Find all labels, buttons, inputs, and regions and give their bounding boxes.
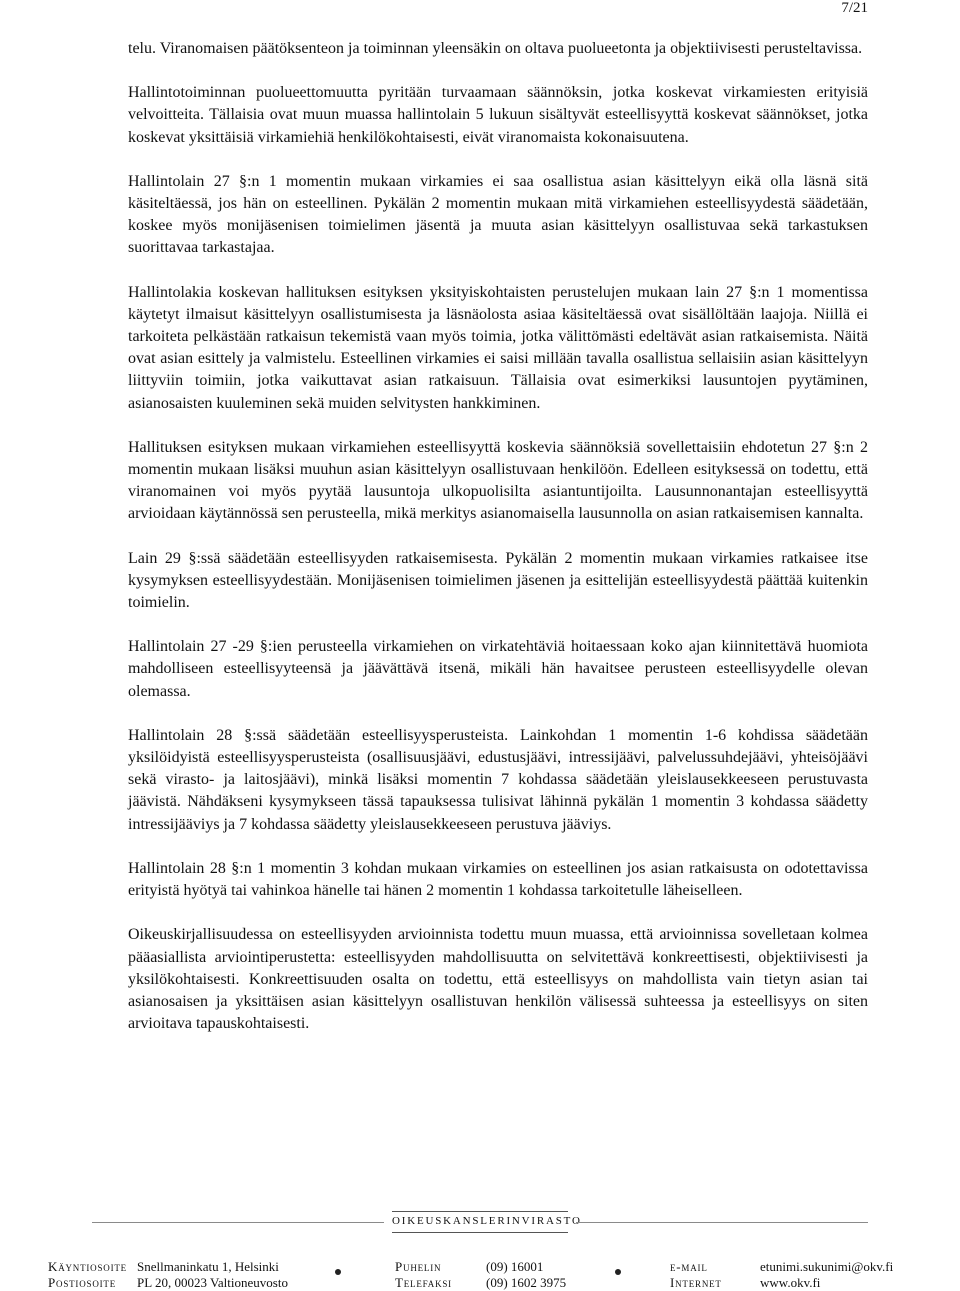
fax-number: (09) 1602 3975	[486, 1275, 567, 1290]
paragraph: Oikeuskirjallisuudessa on esteellisyyden arvioinnista todettu muun muassa, että arvioinnissa sovelletaan kolmea pääasiallista arviointiperustetta: esteellisyyden mahdollisuutta on selvitettävä konkreettisesti, objektiivisesti ja yksilökohtaisesti. Konkreettisuuden osalta on todettu, että esteellisyys on mahdollista vain tietyn asian tai asianosaisen ja yksittäisen asian käsittelyyn osallistuvan henkilön välisessä suhteessa ja esteellisyys on siten arvioitava tapauskohtaisesti.	[128, 926, 868, 1033]
internet-label: Internet	[670, 1275, 722, 1290]
phone-number: (09) 16001	[486, 1259, 544, 1274]
paragraph: Hallintotoiminnan puolueettomuutta pyritään turvaamaan säännöksin, jotka koskevat virkamiesten erityisiä velvoitteita. Tällaisia ovat muun muassa hallintolain 5 lukuun sisältyvät esteellisyyttä koskevat säännökset, jotka koskevat yksittäisiä virkamiehiä henkilökohtaisesti, eivät viranomaista kokonaisuutena.	[128, 84, 868, 146]
paragraph: Lain 29 §:ssä säädetään esteellisyyden ratkaisemisesta. Pykälän 2 momentin mukaan virkamies ratkaisee itse kysymyksen esteellisyydestään. Monijäsenisen toimielimen jäsenen ja esittelijän esteellisyydestä päättää kuitenkin toimielin.	[128, 549, 868, 612]
footer-rule-right	[576, 1222, 868, 1223]
body-text	[128, 38, 868, 1057]
footer-rule-left	[92, 1222, 384, 1223]
paragraph: telu. Viranomaisen päätöksenteon ja toiminnan yleensäkin on oltava puolueetonta ja objektiivisesti perusteltavissa.	[128, 40, 863, 57]
fax-label: Telefaksi	[395, 1275, 452, 1290]
paragraph: Hallintolain 28 §:n 1 momentin 3 kohdan mukaan virkamies on esteellinen jos asian ratkaisusta on odotettavissa erityistä hyötyä tai vahinkoa hänelle tai hänen 2 momentin 1 kohdassa tarkoitetulle läheiselleen.	[128, 859, 868, 900]
paragraph: Hallituksen esityksen mukaan virkamiehen esteellisyyttä koskevia säännöksiä sovellettaisiin ehdotetun 27 §:n 2 momentin mukaan lisäksi muuhun asian käsittelyyn osallistuvaan henkilöön. Edelleen esityksessä on todettu, että viranomainen voi myös pyytää lausuntoja ulkopuolisilta asiantuntijoilta. Lausunnonantajan esteellisyyttä arvioidaan käytännössä sen perusteella, mikä merkitys asianomaisella lausunnolla on asian ratkaisemisen kannalta.	[128, 438, 868, 523]
paragraph: Hallintolain 28 §:ssä säädetään esteellisyysperusteista. Lainkohdan 1 momentin 1-6 kohdissa säädetään yksilöidyistä esteellisyysperusteista (osallisuusjäävi, edustusjäävi, intressijäävi, palvelussuhdejäävi, yhteisöjäävi sekä virasto- ja laitosjäävi), minkä lisäksi momentin 7 kohdassa säädetään yleislausekkeeseen perustuvasta jäävistä. Nähdäkseni kysymykseen tässä tapauksessa tulisivat lähinnä pykälän 1 momentin 3 kohdassa säädetty intressijääviys ja 7 kohdassa säädetty yleislausekkeeseen perustuva jääviys.	[128, 726, 868, 833]
organization-name: OIKEUSKANSLERINVIRASTO	[392, 1215, 582, 1227]
postal-address: PL 20, 00023 Valtioneuvosto	[137, 1275, 288, 1290]
email-address: etunimi.sukunimi@okv.fi	[760, 1259, 894, 1274]
paragraph: Hallintolain 27 §:n 1 momentin mukaan virkamies ei saa osallistua asian käsittelyyn eikä olla läsnä sitä käsiteltäessä, jos hän on esteellinen. Pykälän 2 momentin mukaan mitä virkamiehen esteellisyydestä säädetään, koskee myös monijäsenisen toimielimen jäsentä ja muuta asian käsittelyyn osallistuvaa sekä tarkastuksen suorittavaa tarkastajaa.	[128, 172, 868, 257]
separator-dot-icon	[615, 1269, 621, 1275]
paragraph: Hallintolakia koskevan hallituksen esityksen yksityiskohtaisten perustelujen mukaan lain 27 §:n 1 momentissa käytetyt ilmaisut käsittelyyn osallistumisesta ja läsnäolosta asiaa käsiteltäessä ovat sisällöltään laajoja. Niillä ei tarkoiteta pelkästään ratkaisun tekemistä vaan myös toimia, jotka välittömästi edeltävät asian ratkaisemista. Näitä ovat asian esittely ja valmistelu. Esteellinen virkamies ei saisi millään tavalla osallistua sellaisiin asian käsittelyyn liittyviin toimiin, jotka vaikuttavat asian ratkaisuun. Tällaisia ovat esimerkiksi lausuntojen pyytäminen, asianosaisten kuuleminen sekä muiden selvitysten hankkiminen.	[128, 283, 868, 412]
internet-address: www.okv.fi	[760, 1275, 821, 1290]
email-label: e-mail	[670, 1259, 708, 1274]
paragraph: Hallintolain 27 -29 §:ien perusteella virkamiehen on virkatehtäviä hoitaessaan koko ajan kiinnitettävä huomiota mahdolliseen esteellisyyteensä ja jäävättävä itsenä, mikäli hän havaitsee perusteen esteellisyydelle olevan olemassa.	[128, 638, 868, 700]
separator-dot-icon	[335, 1269, 341, 1275]
page-number: 7/21	[841, 0, 868, 16]
page-footer	[0, 1208, 960, 1291]
phone-label: Puhelin	[395, 1259, 442, 1274]
visiting-address-label: Käyntiosoite	[48, 1259, 127, 1274]
postal-address-label: Postiosoite	[48, 1275, 117, 1290]
visiting-address: Snellmaninkatu 1, Helsinki	[137, 1259, 279, 1274]
